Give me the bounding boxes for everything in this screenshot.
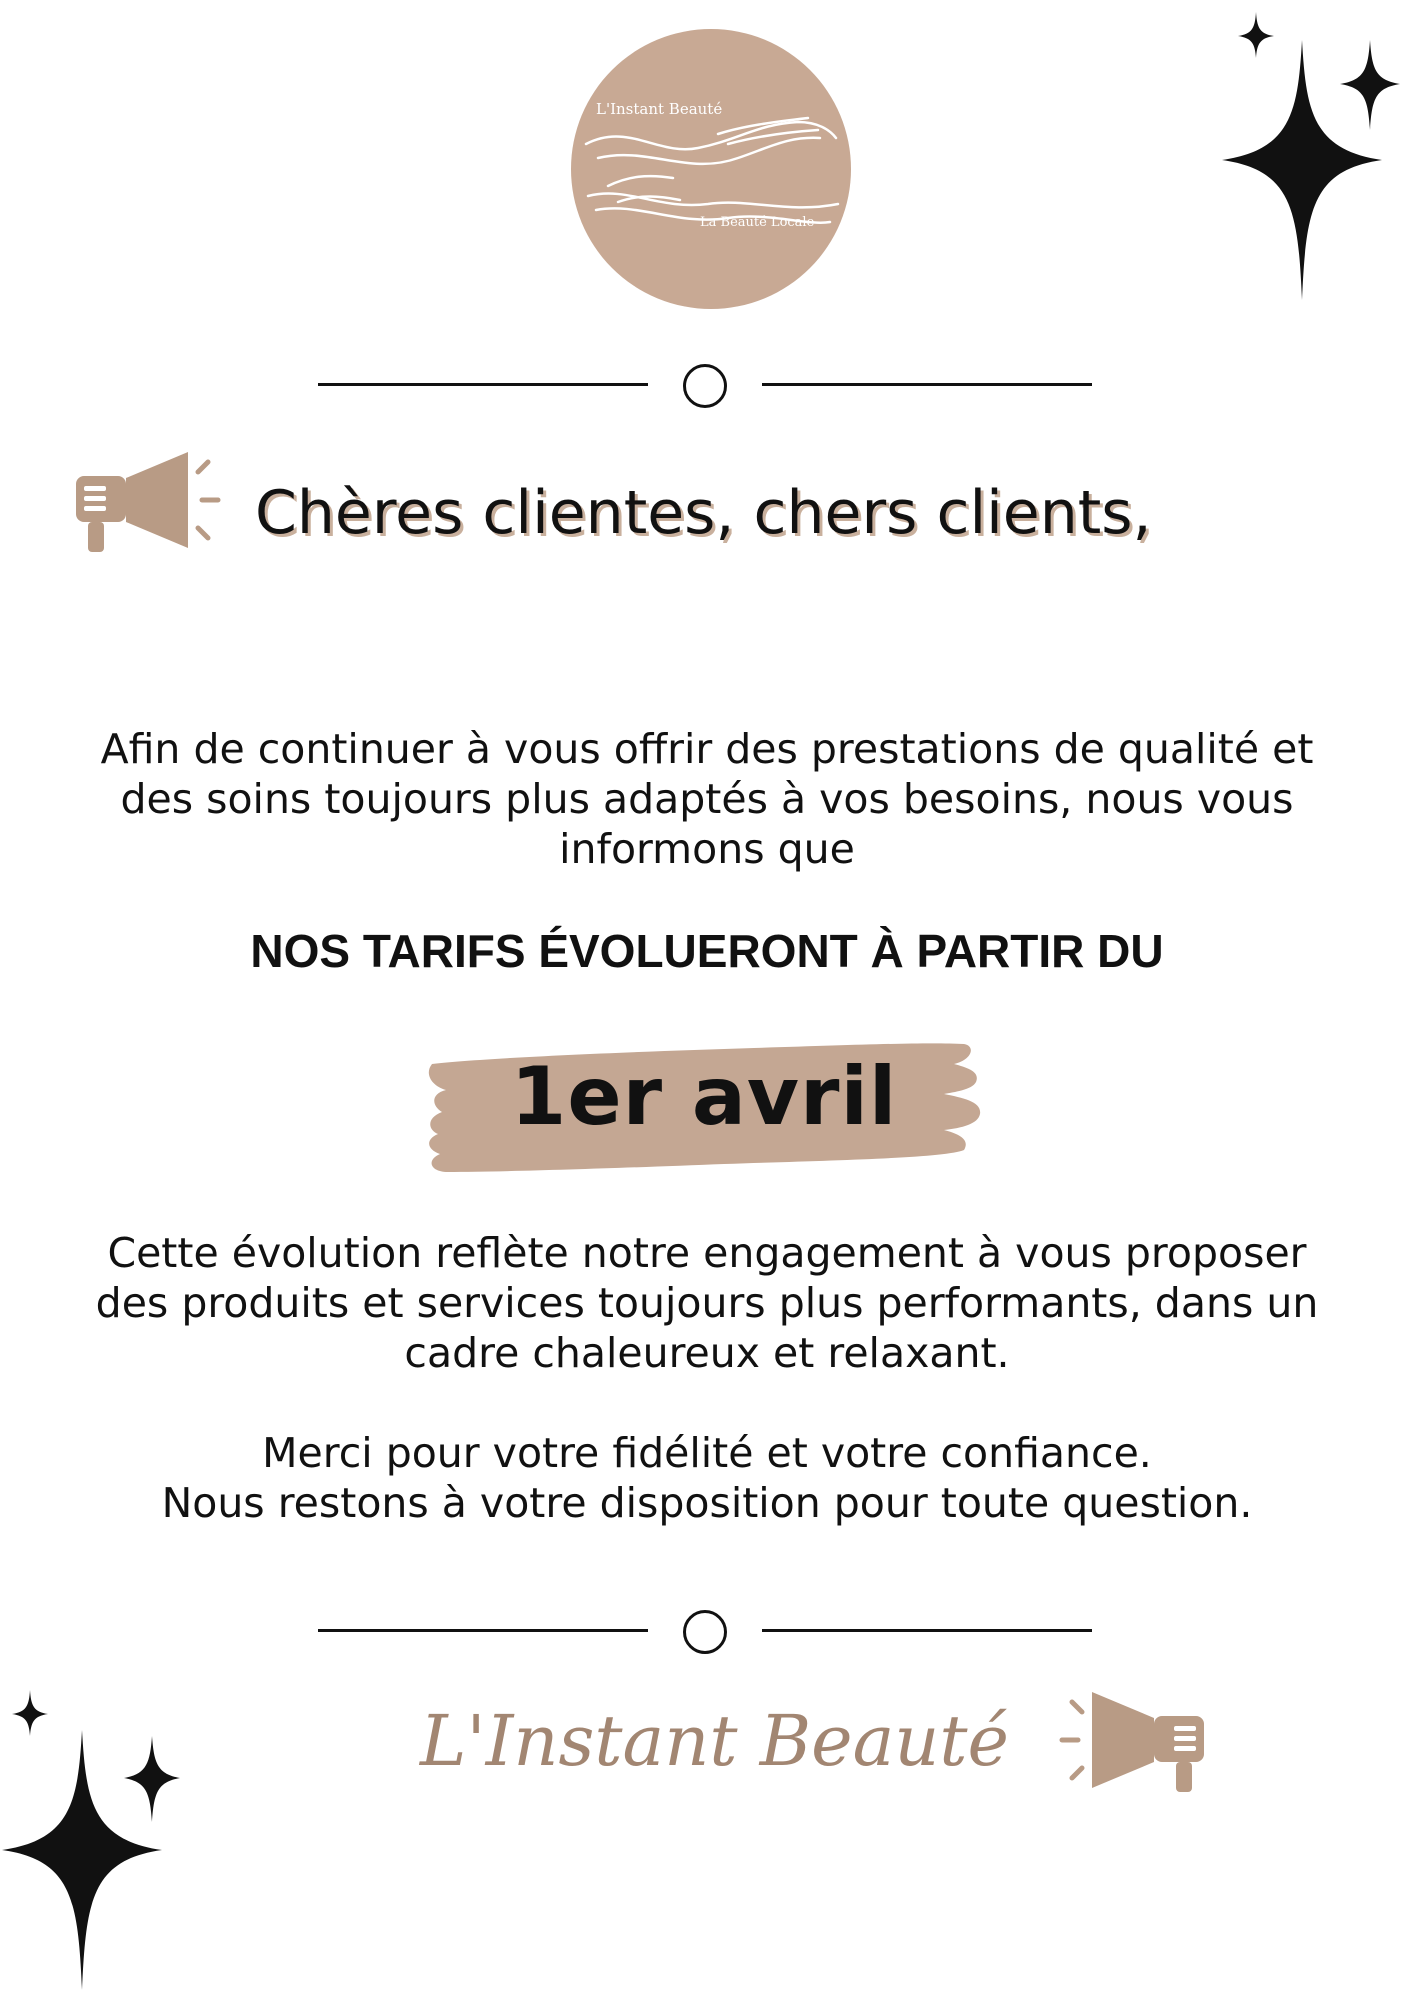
thanks-paragraph [40,1428,1374,1528]
brand-logo [568,26,854,312]
intro-line-1: Afin de continuer à vous offrir des prestations de qualité et [100,725,1314,773]
divider-bottom [0,1610,1414,1650]
thanks-line-1: Merci pour votre fidélité et votre confiance. [262,1429,1152,1477]
thanks-line-2: Nous restons à votre disposition pour toute question. [161,1479,1253,1527]
circle-divider-icon [683,364,727,408]
megaphone-icon [1050,1690,1210,1798]
body-line-3: cadre chaleureux et relaxant. [404,1329,1010,1377]
intro-line-3: informons que [559,825,855,873]
price-notice: NOS TARIFS ÉVOLUERONT À PARTIR DU [250,925,1164,977]
greeting-heading: Chères clientes, chers clients, [255,478,1152,548]
intro-line-2: des soins toujours plus adaptés à vos besoins, nous vous [120,775,1294,823]
logo-text-top: L'Instant Beauté [596,100,723,118]
circle-divider-icon [683,1610,727,1654]
divider-top [0,364,1414,404]
logo-text-bottom: La Beauté Locale [700,215,815,230]
signature: L'Instant Beauté [420,1700,1009,1782]
effective-date: 1er avril [510,1050,898,1143]
body-line-2: des produits et services toujours plus performants, dans un [95,1279,1319,1327]
intro-paragraph [40,724,1374,874]
megaphone-icon [70,450,230,558]
body-paragraph [40,1228,1374,1378]
body-line-1: Cette évolution reflète notre engagement à vous proposer [107,1229,1307,1277]
sparkle-icon [1220,0,1414,310]
sparkle-icon [0,1690,190,2000]
